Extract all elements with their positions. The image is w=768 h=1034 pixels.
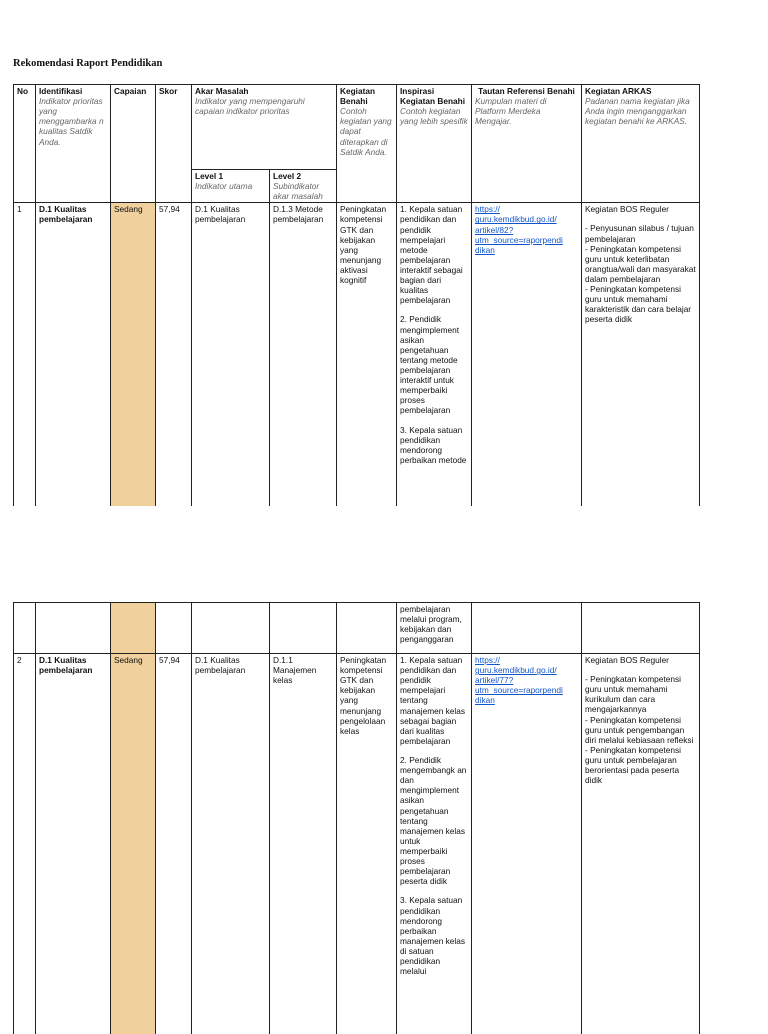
header-kegiatan-benahi: Kegiatan Benahi Contoh kegiatan yang dapat diterapkan di Satdik Anda. [337,85,397,203]
table-row [14,654,700,1034]
arkas-item: - Peningkatan kompetensi guru untuk pembelajaran berorientasi pada peserta didik [585,744,681,786]
row-arkas [582,654,700,1034]
row-level-1: D.1 Kualitas pembelajaran [192,203,270,506]
row-capaian: Sedang [111,654,156,1034]
reference-link[interactable]: https:// guru.kemdikbud.go.id/ artikel/82? utm_source=raporpendi dikan [475,204,563,255]
table-row-continuation [14,603,700,654]
row-tautan [472,203,582,506]
inspirasi-item: 1. Kepala satuan pendidikan dan pendidik mempelajari metode pembelajaran interaktif sebagai bagian dari kualitas pembelajaran [400,204,463,306]
arkas-item: - Penyusunan silabus / tujuan pembelajaran [585,223,694,244]
inspirasi-item: 2. Pendidik mengimplement asikan pengetahuan tentang metode pembelajaran interaktif untuk memperbaiki proses pembelajaran [400,314,460,416]
row-no: 1 [14,203,36,506]
row-kegiatan: Peningkatan kompetensi GTK dan kebijakan yang menunjang pengelolaan kelas [337,654,397,1034]
row-kegiatan: Peningkatan kompetensi GTK dan kebijakan yang menunjang aktivasi kognitif [337,203,397,506]
rekomendasi-table-continued [13,602,700,1034]
inspirasi-item: 3. Kepala satuan pendidikan mendorong perbaikan manajemen kelas di satuan pendidikan melalui [400,895,466,977]
row-tautan [472,654,582,1034]
header-no: No [14,85,36,203]
row-skor: 57,94 [156,654,192,1034]
page-title: Rekomendasi Raport Pendidikan [13,58,163,69]
continuation-text: pembelajaran melalui program, kebijakan dan penganggaran [397,603,472,654]
arkas-item: - Peningkatan kompetensi guru untuk memahami karakteristik dan cara belajar peserta didik [585,284,692,325]
arkas-title: Kegiatan BOS Reguler [585,655,669,665]
table-row [14,203,700,506]
arkas-item: - Peningkatan kompetensi guru untuk pengembangan diri melalui kebiasaan refleksi [585,714,694,745]
header-akar-masalah: Akar Masalah Indikator yang mempengaruhi capaian indikator prioritas [192,85,337,170]
header-identifikasi: Identifikasi Indikator prioritas yang menggambarka n kualitas Satdik Anda. [36,85,111,203]
inspirasi-item: 1. Kepala satuan pendidikan dan pendidik mempelajari tentang manajemen kelas sebagai bagian dari kualitas pembelajaran [400,655,466,746]
header-inspirasi: Inspirasi Kegiatan Benahi Contoh kegiatan yang lebih spesifik [397,85,472,203]
rekomendasi-table [13,84,700,506]
row-capaian: Sedang [111,203,156,506]
row-arkas [582,203,700,506]
reference-link[interactable]: https:// guru.kemdikbud.go.id/ artikel/77? utm_source=raporpendi dikan [475,655,563,706]
row-level-1: D.1 Kualitas pembelajaran [192,654,270,1034]
header-arkas: Kegiatan ARKAS Padanan nama kegiatan jika Anda ingin menganggarkan kegiatan benahi ke ARKAS. [582,85,700,203]
arkas-title: Kegiatan BOS Reguler [585,204,669,215]
row-inspirasi [397,203,472,506]
row-inspirasi [397,654,472,1034]
row-identifikasi: D.1 Kualitas pembelajaran [36,203,111,506]
header-level-2: Level 2 Subindikator akar masalah [270,170,337,203]
row-identifikasi: D.1 Kualitas pembelajaran [36,654,111,1034]
row-level-2: D.1.3 Metode pembelajaran [270,203,337,506]
row-skor: 57,94 [156,203,192,506]
row-no: 2 [14,654,36,1034]
arkas-item: - Peningkatan kompetensi guru untuk keterlibatan orangtua/wali dan masyarakat dalam pembelajaran [585,243,696,284]
header-capaian: Capaian [111,85,156,203]
inspirasi-item: 2. Pendidik mengembangk an dan mengimplement asikan pengetahuan tentang manajemen kelas untuk memperbaiki proses pembelajaran peserta didik [400,754,467,887]
inspirasi-item: 3. Kepala satuan pendidikan mendorong perbaikan metode [400,424,467,465]
row-level-2: D.1.1 Manajemen kelas [270,654,337,1034]
header-skor: Skor [156,85,192,203]
header-tautan: Tautan Referensi Benahi Kumpulan materi di Platform Merdeka Mengajar. [472,85,582,203]
header-level-1: Level 1 Indikator utama [192,170,270,203]
arkas-item: - Peningkatan kompetensi guru untuk memahami kurikulum dan cara mengajarkannya [585,674,681,715]
